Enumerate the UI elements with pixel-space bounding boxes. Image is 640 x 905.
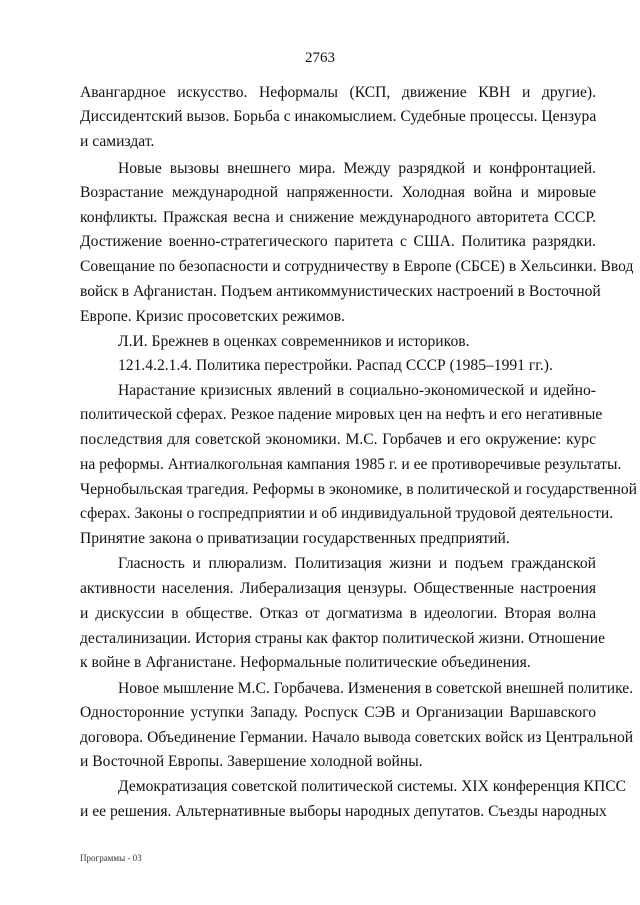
- text-line: Принятие закона о приватизации государственных предприятий.: [80, 530, 510, 547]
- text-line: войск в Афганистан. Подъем антикоммунистических настроений в Восточной: [80, 283, 601, 300]
- text-line: на реформы. Антиалкогольная кампания 1985 г. и ее противоречивые результаты.: [80, 456, 622, 473]
- text-line: Возрастание международной напряженности. Холодная война и мировые: [80, 184, 596, 201]
- text-line: Авангардное искусство. Неформалы (КСП, движение КВН и другие).: [80, 84, 596, 101]
- text-line: Демократизация советской политической системы. XIX конференция КПСС: [118, 778, 627, 795]
- text-line: конфликты. Пражская весна и снижение международного авторитета СССР.: [80, 209, 596, 226]
- text-line: и самиздат.: [80, 133, 155, 150]
- text-line: сферах. Законы о госпредприятии и об индивидуальной трудовой деятельности.: [80, 505, 614, 522]
- text-line: Л.И. Брежнев в оценках современников и историков.: [118, 333, 470, 350]
- text-line: Односторонние уступки Западу. Роспуск СЭВ и Организации Варшавского: [80, 704, 596, 721]
- text-line: Чернобыльская трагедия. Реформы в экономике, в политической и государственной: [80, 481, 637, 498]
- text-line: Диссидентский вызов. Борьба с инакомыслием. Судебные процессы. Цензура: [80, 108, 597, 125]
- text-line: политической сферах. Резкое падение мировых цен на нефть и его негативные: [80, 406, 603, 423]
- text-line: Новые вызовы внешнего мира. Между разрядкой и конфронтацией.: [118, 160, 596, 177]
- text-line: десталинизации. История страны как фактор политической жизни. Отношение: [80, 630, 606, 647]
- text-line: последствия для советской экономики. М.С. Горбачев и его окружение: курс: [80, 431, 596, 448]
- text-line: Нарастание кризисных явлений в социально-экономической и идейно-: [118, 382, 596, 399]
- text-line: Достижение военно-стратегического паритета с США. Политика разрядки.: [80, 233, 596, 250]
- text-line: Новое мышление М.С. Горбачева. Изменения в советской внешней политике.: [118, 680, 634, 697]
- text-line: Гласность и плюрализм. Политизация жизни и подъем гражданской: [118, 555, 596, 572]
- text-line: Европе. Кризис просоветских режимов.: [80, 308, 345, 325]
- page-footer: Программы - 03: [80, 853, 142, 863]
- text-line: к войне в Афганистане. Неформальные политические объединения.: [80, 654, 531, 671]
- text-line: и ее решения. Альтернативные выборы народных депутатов. Съезды народных: [80, 803, 607, 820]
- text-line: активности населения. Либерализация цензуры. Общественные настроения: [80, 580, 596, 597]
- text-line: договора. Объединение Германии. Начало вывода советских войск из Центральной: [80, 729, 634, 746]
- text-line: Совещание по безопасности и сотрудничеству в Европе (СБСЕ) в Хельсинки. Ввод: [80, 258, 634, 275]
- text-line: и Восточной Европы. Завершение холодной войны.: [80, 753, 423, 770]
- page-number: 2763: [305, 50, 335, 66]
- section-heading: 121.4.2.1.4. Политика перестройки. Распад СССР (1985–1991 гг.).: [118, 357, 553, 374]
- text-line: и дискуссии в обществе. Отказ от догматизма в идеологии. Вторая волна: [80, 605, 596, 622]
